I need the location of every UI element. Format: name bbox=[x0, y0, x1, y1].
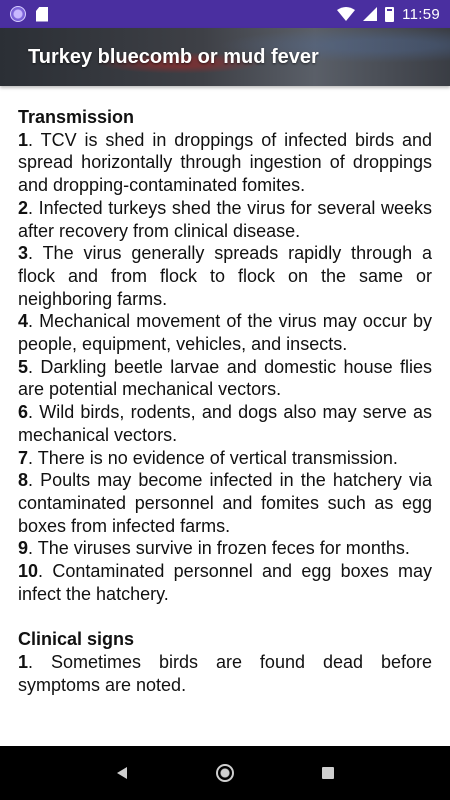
list-item: 8. Poults may become infected in the hatchery via contaminated personnel and fomites such as egg boxes from infected farms. bbox=[18, 470, 432, 536]
article-content[interactable] bbox=[0, 86, 450, 746]
list-item: 1. Sometimes birds are found dead before symptoms are noted. bbox=[18, 651, 432, 695]
list-item: 1. TCV is shed in droppings of infected birds and spread horizontally through ingestion of droppings and dropping-contaminated fomites. bbox=[18, 129, 432, 196]
list-item: 6. Wild birds, rodents, and dogs also may serve as mechanical vectors. bbox=[18, 402, 432, 445]
list-item: 5. Darkling beetle larvae and domestic house flies are potential mechanical vectors. bbox=[18, 356, 432, 400]
recent-apps-icon bbox=[322, 767, 334, 779]
list-item: 4. Mechanical movement of the virus may occur by people, equipment, vehicles, and insects. bbox=[18, 311, 432, 355]
battery-icon bbox=[385, 7, 394, 22]
sd-card-icon bbox=[36, 7, 48, 22]
list-item: 2. Infected turkeys shed the virus for several weeks after recovery from clinical disease. bbox=[18, 197, 432, 241]
list-item: 9. The viruses survive in frozen feces for months. bbox=[18, 538, 410, 559]
wifi-icon bbox=[337, 7, 355, 21]
section-clinical-signs bbox=[18, 628, 432, 696]
page-title: Turkey bluecomb or mud fever bbox=[28, 45, 319, 68]
section-heading: Transmission bbox=[18, 107, 135, 127]
list-item: 7. There is no evidence of vertical transmission. bbox=[18, 447, 398, 468]
list-item: 10. Contaminated personnel and egg boxes may infect the hatchery. bbox=[18, 561, 432, 604]
status-bar bbox=[0, 0, 450, 28]
section-heading: Clinical signs bbox=[18, 629, 135, 650]
list-item: 3. The virus generally spreads rapidly through a flock and from flock to flock on the same or neighboring farms. bbox=[18, 243, 432, 309]
section-transmission bbox=[18, 106, 432, 605]
recent-apps-button[interactable] bbox=[316, 761, 340, 785]
signal-icon bbox=[363, 7, 377, 21]
status-time: 11:59 bbox=[402, 5, 440, 23]
back-button[interactable] bbox=[110, 761, 134, 785]
navigation-bar bbox=[0, 746, 450, 800]
home-button[interactable] bbox=[213, 761, 237, 785]
app-header bbox=[0, 28, 450, 86]
back-icon bbox=[117, 767, 127, 779]
app-notification-icon bbox=[10, 6, 26, 22]
home-icon bbox=[216, 764, 234, 782]
